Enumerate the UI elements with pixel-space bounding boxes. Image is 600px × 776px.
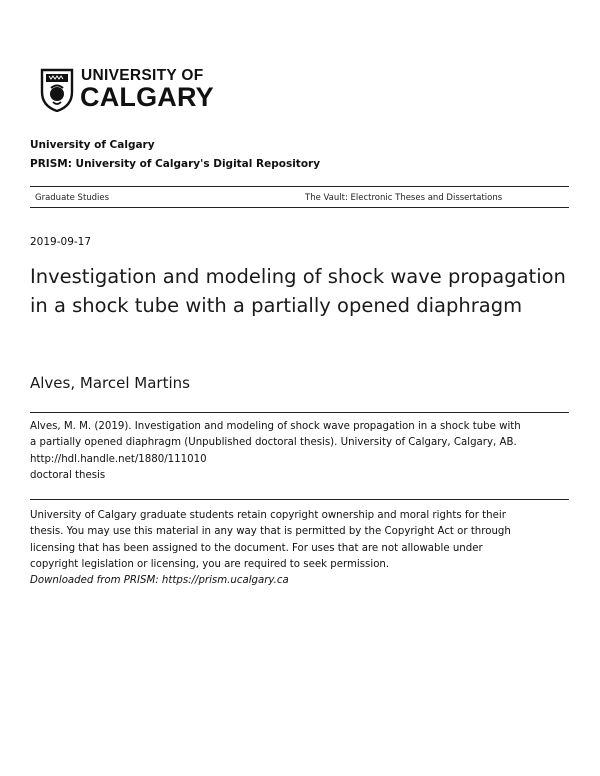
rights-text-line: licensing that has been assigned to the document. For uses that are not allowable under xyxy=(30,542,483,554)
repository-name: PRISM: University of Calgary's Digital Repository xyxy=(30,158,321,170)
divider xyxy=(30,499,569,500)
rights-text-line: thesis. You may use this material in any way that is permitted by the Copyright Act or through xyxy=(30,526,511,538)
logo-text-top: UNIVERSITY OF xyxy=(81,67,204,84)
document-title: Investigation and modeling of shock wave propagation in a shock tube with a partially opened diaphragm xyxy=(30,265,566,317)
citation-text-line: Alves, M. M. (2019). Investigation and modeling of shock wave propagation in a shock tube with xyxy=(30,421,521,432)
university-logo xyxy=(40,64,214,116)
collection-right: The Vault: Electronic Theses and Dissertations xyxy=(305,193,503,203)
institution-name: University of Calgary xyxy=(30,139,155,151)
handle-link[interactable]: http://hdl.handle.net/1880/111010 xyxy=(30,453,207,465)
logo-text-bottom: CALGARY xyxy=(80,82,214,112)
rights-text-line: University of Calgary graduate students retain copyright ownership and moral rights for their xyxy=(30,510,506,521)
crest-icon xyxy=(40,66,74,112)
document-type: doctoral thesis xyxy=(30,469,106,481)
rights-statement xyxy=(30,508,570,589)
download-source: Downloaded from PRISM: https://prism.ucalgary.ca xyxy=(30,575,289,587)
citation-text-line: a partially opened diaphragm (Unpublished doctoral thesis). University of Calgary, Calgary, AB. xyxy=(30,437,517,449)
divider xyxy=(30,186,569,187)
divider xyxy=(30,207,569,208)
collection-left: Graduate Studies xyxy=(35,193,110,203)
author-name: Alves, Marcel Martins xyxy=(30,374,190,392)
publication-date: 2019-09-17 xyxy=(30,236,92,248)
citation-block xyxy=(30,419,570,484)
rights-text-line: copyright legislation or licensing, you are required to seek permission. xyxy=(30,558,390,570)
divider xyxy=(30,412,569,413)
